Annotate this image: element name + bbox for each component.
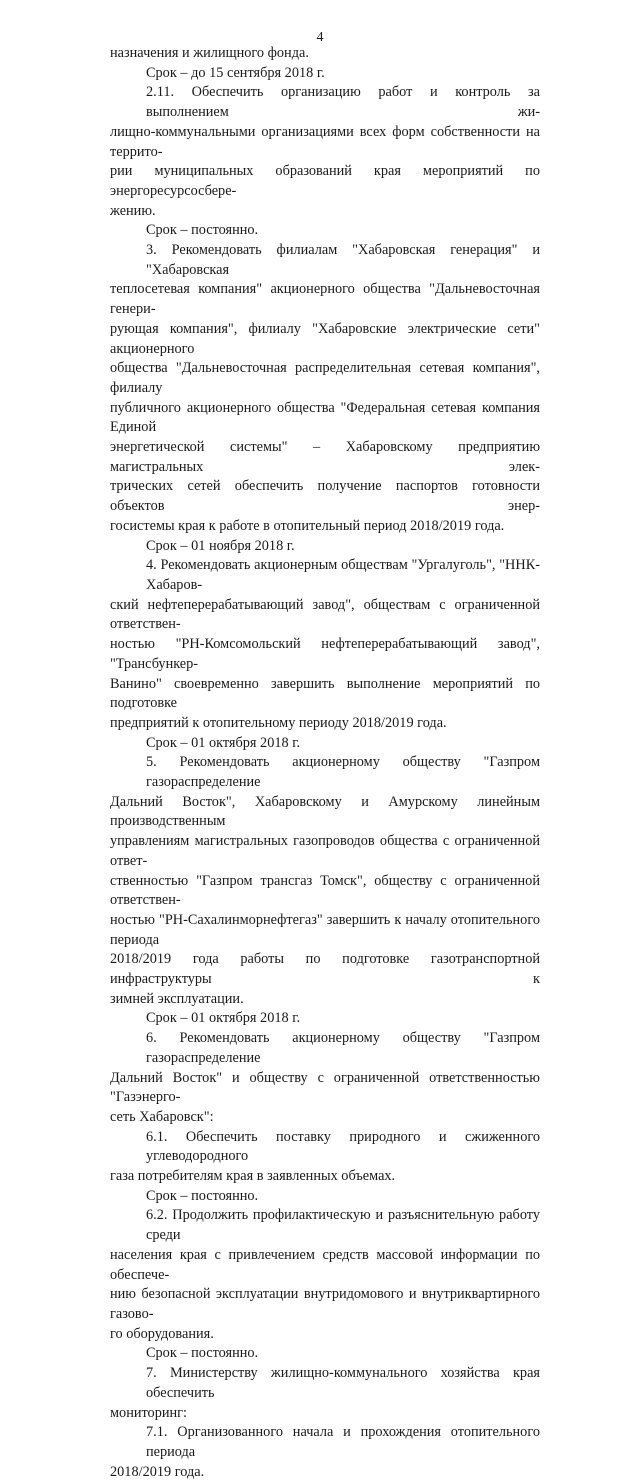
text-line: лищно-коммунальными организациями всех форм собственности на террито- [110,123,540,160]
text-line: Срок – постоянно. [146,1345,259,1362]
text-line: жению. [110,202,156,219]
text-line: Срок – 01 ноября 2018 г. [146,537,295,554]
text-line: госистемы края к работе в отопительный период 2018/2019 года. [110,517,505,534]
text-line: назначения и жилищного фонда. [110,45,309,61]
text-line: населения края с привлечением средств массовой информации по обеспече- [110,1246,540,1283]
text-line: Дальний Восток" и обществу с ограниченной ответственностью "Газэнерго- [110,1069,540,1106]
text-line: ностью "РН-Комсомольский нефтеперерабатывающий завод", "Трансбункер- [110,636,540,672]
text-line: управлениям магистральных газопроводов общества с ограниченной ответ- [110,833,540,869]
text-line: 6. Рекомендовать акционерному обществу "Газпром газораспределение [146,1030,540,1066]
text-line: энергетической системы" – Хабаровскому предприятию магистральных элек- [110,439,540,475]
text-line: 6.1. Обеспечить поставку природного и сжиженного углеводородного [146,1128,540,1165]
text-line: 7. Министерству жилищно-коммунального хозяйства края обеспечить [146,1365,540,1401]
text-line: газа потребителям края в заявленных объемах. [110,1168,396,1185]
text-line: рующая компания", филиалу "Хабаровские электрические сети" акционерного [110,320,540,357]
document-body [110,44,540,1482]
text-line: 7.1. Организованного начала и прохождения отопительного периода [146,1424,540,1460]
text-line: 2018/2019 года. [110,1463,205,1480]
text-line: Дальний Восток", Хабаровскому и Амурскому линейным производственным [110,793,540,830]
text-line: Срок – 01 октября 2018 г. [146,734,301,751]
text-line: Срок – 01 октября 2018 г. [146,1010,301,1027]
text-line: предприятий к отопительному периоду 2018/2019 года. [110,714,447,731]
page-number: 4 [316,30,324,45]
text-line: теплосетевая компания" акционерного общества "Дальневосточная генери- [110,281,540,318]
text-line: ский нефтеперерабатывающий завод", обществам с ограниченной ответствен- [110,596,540,633]
text-line: 5. Рекомендовать акционерному обществу "Газпром газораспределение [146,754,540,791]
text-line: общества "Дальневосточная распределительная сетевая компания", филиалу [110,360,540,396]
text-line: трических сетей обеспечить получение паспортов готовности объектов энер- [110,478,540,515]
text-line: зимней эксплуатации. [110,990,244,1007]
text-line: 2018/2019 года работы по подготовке газотранспортной инфраструктуры к [110,951,540,988]
text-line: 3. Рекомендовать филиалам "Хабаровская генерация" и "Хабаровская [146,242,540,278]
text-line: 2.11. Обеспечить организацию работ и контроль за выполнением жи- [146,84,540,121]
text-line: го оборудования. [110,1325,214,1342]
text-line: Ванино" своевременно завершить выполнение мероприятий по подготовке [110,675,540,712]
text-line: рии муниципальных образований края мероприятий по энергоресурсосбере- [110,163,540,199]
text-line: 4. Рекомендовать акционерным обществам "Ургалуголь", "ННК-Хабаров- [146,557,540,593]
text-line: Срок – постоянно. [146,1187,259,1204]
text-line: 6.2. Продолжить профилактическую и разъяснительную работу среди [146,1207,540,1244]
text-line: Срок – до 15 сентября 2018 г. [146,64,325,81]
text-line: ностью "РН-Сахалинморнефтегаз" завершить к началу отопительного периода [110,911,540,948]
text-line: нию безопасной эксплуатации внутридомового и внутриквартирного газово- [110,1286,540,1322]
text-line: Срок – постоянно. [146,222,259,239]
text-line: ственностью "Газпром трансгаз Томск", обществу с ограниченной ответствен- [110,872,540,909]
text-line: публичного акционерного общества "Федеральная сетевая компания Единой [110,399,540,436]
text-line: мониторинг: [110,1404,187,1421]
text-line: сеть Хабаровск": [110,1108,214,1125]
